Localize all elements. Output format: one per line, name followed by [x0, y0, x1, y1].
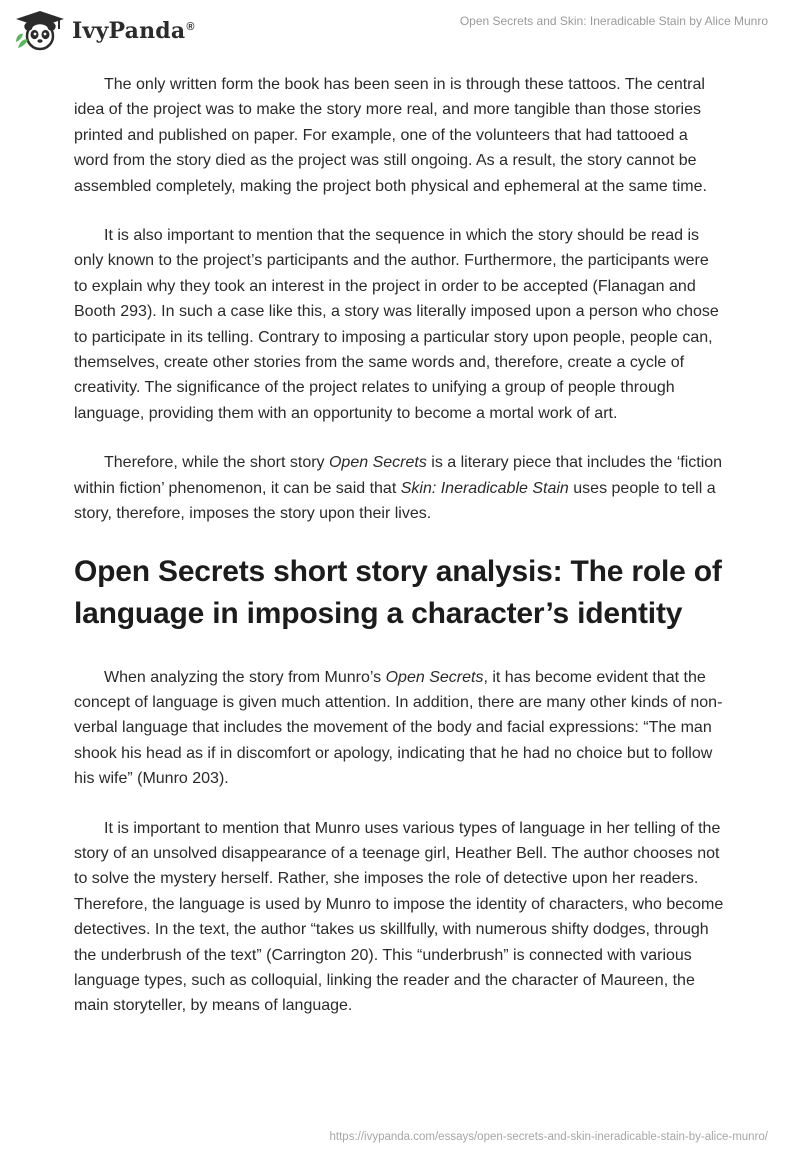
- paragraph-3-text-c: is a literary piece that includes the ‘fiction within fiction’ phenomenon, it can be said that: [74, 454, 723, 497]
- paragraph-2: It is also important to mention that the sequence in which the story should be read is only known to the project’s participants and the author. Furthermore, the participants were to explain why they took an interest in the project in order to be accepted (Flanagan and Booth 293). In such a case like this, a story was literally imposed upon a person who chose to participate in its telling. Contrary to imposing a particular story upon people, people can, themselves, create other stories from the same words and, therefore, create a cycle of creativity. The significance of the project relates to unifying a group of people through language, providing them with an opportunity to become a mortal work of art.: [74, 227, 719, 422]
- paragraph-5: It is important to mention that Munro uses various types of language in her telling of the story of an unsolved disappearance of a teenage girl, Heather Bell. The author chooses not to solve the mystery herself. Rather, she imposes the role of detective upon her readers. Therefore, the language is used by Munro to impose the identity of characters, who become detectives. In the text, the author “takes us skillfully, with numerous shifty dodges, through the underbrush of the text” (Carrington 20). This “underbrush” is connected with various language types, such as colloquial, linking the reader and the character of Maureen, the main storyteller, by means of language.: [74, 819, 724, 1015]
- paragraph-3-title-skin: Skin: Ineradicable Stain: [400, 479, 569, 497]
- paragraph-3: [74, 450, 726, 526]
- paragraph-3-text-a: Therefore, while the short story: [104, 454, 329, 472]
- paragraph-4-title-open-secrets: Open Secrets: [385, 668, 484, 686]
- page-header: [0, 0, 800, 66]
- registered-mark: ®: [186, 20, 195, 33]
- section-heading: Open Secrets short story analysis: The role of language in imposing a character’s identity: [74, 554, 722, 630]
- paragraph-4-text-c: , it has become evident that the concept of language is given much attention. In addition, there are many other kinds of non-verbal language that includes the movement of the body and facial expressions: “The man shook his head as if in discomfort or apology, indicating that he had no choice but to follow his wife” (Munro 203).: [74, 668, 723, 788]
- essay-content: [74, 72, 726, 1043]
- document-title: Open Secrets and Skin: Ineradicable Stain by Alice Munro: [459, 14, 768, 28]
- brand-name: IvyPanda®: [72, 18, 195, 44]
- paragraph-4: [74, 665, 726, 792]
- ivypanda-logo[interactable]: [14, 10, 195, 52]
- paragraph-4-text-a: When analyzing the story from Munro’s: [104, 668, 386, 686]
- paragraph-3-title-open-secrets: Open Secrets: [328, 454, 427, 472]
- paragraph-3-text-e: uses people to tell a story, therefore, imposes the story upon their lives.: [74, 479, 716, 523]
- panda-graduate-icon: [14, 10, 66, 52]
- source-url[interactable]: https://ivypanda.com/essays/open-secrets-and-skin-ineradicable-stain-by-alice-munro/: [329, 1131, 768, 1143]
- paragraph-1: The only written form the book has been seen in is through these tattoos. The central idea of the project was to make the story more real, and more tangible than those stories printed and published on paper. For example, one of the volunteers that had tattooed a word from the story died as the project was still ongoing. As a result, the story cannot be assembled completely, making the project both physical and ephemeral at the same time.: [74, 76, 707, 195]
